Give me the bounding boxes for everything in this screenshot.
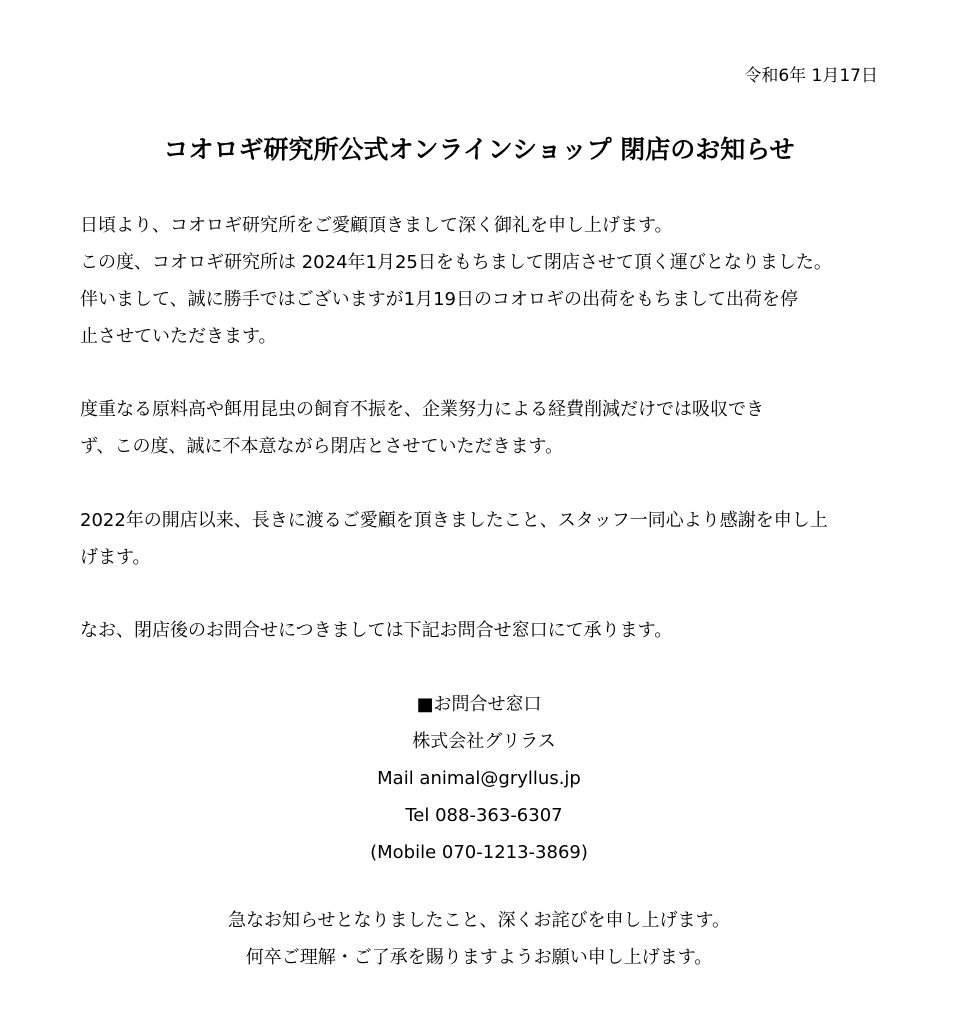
paragraph-line: 度重なる原料高や餌用昆虫の飼育不振を、企業努力による経費削減だけでは吸収でき (80, 399, 764, 420)
contact-block (0, 686, 958, 871)
paragraph-line: 2022年の開店以来、長きに渡るご愛顧を頂きましたこと、スタッフ一同心より感謝を申し上 (80, 510, 828, 531)
paragraph-line: げます。 (80, 547, 151, 568)
contact-mail: Mail animal@gryllus.jp (377, 768, 581, 789)
paragraph-inquiry-notice (80, 612, 870, 649)
closing-line-apology: 急なお知らせとなりましたこと、深くお詫びを申し上げます。 (227, 910, 731, 931)
paragraph-line: ず、この度、誠に不本意ながら閉店とさせていただきます。 (80, 436, 564, 457)
closing-block (0, 902, 958, 976)
closing-line-request: 何卒ご理解・ご了承を賜りますようお願い申し上げます。 (245, 947, 713, 968)
paragraph-reason (80, 391, 870, 465)
paragraph-line: 止させていただきます。 (80, 326, 277, 347)
page-title: コオロギ研究所公式オンラインショップ 閉店のお知らせ (163, 135, 795, 164)
notice-date: 令和6年 1月17日 (744, 66, 878, 86)
paragraph-gratitude-and-closure (80, 207, 870, 355)
contact-heading: ■お問合せ窓口 (416, 694, 542, 715)
paragraph-line: なお、閉店後のお問合せにつきましては下記お問合せ窓口にて承ります。 (80, 620, 673, 641)
paragraph-line: 日頃より、コオロギ研究所をご愛顧頂きまして深く御礼を申し上げます。 (80, 215, 673, 236)
paragraph-thanks (80, 502, 870, 576)
paragraph-line: この度、コオロギ研究所は 2024年1月25日をもちまして閉店させて頂く運びとなりました。 (80, 252, 832, 273)
contact-company: 株式会社グリラス (412, 731, 556, 752)
contact-tel: Tel 088-363-6307 (405, 805, 563, 826)
contact-mobile: (Mobile 070-1213-3869) (370, 842, 588, 863)
paragraph-line: 伴いまして、誠に勝手ではございますが1月19日のコオロギの出荷をもちまして出荷を停 (80, 289, 798, 310)
